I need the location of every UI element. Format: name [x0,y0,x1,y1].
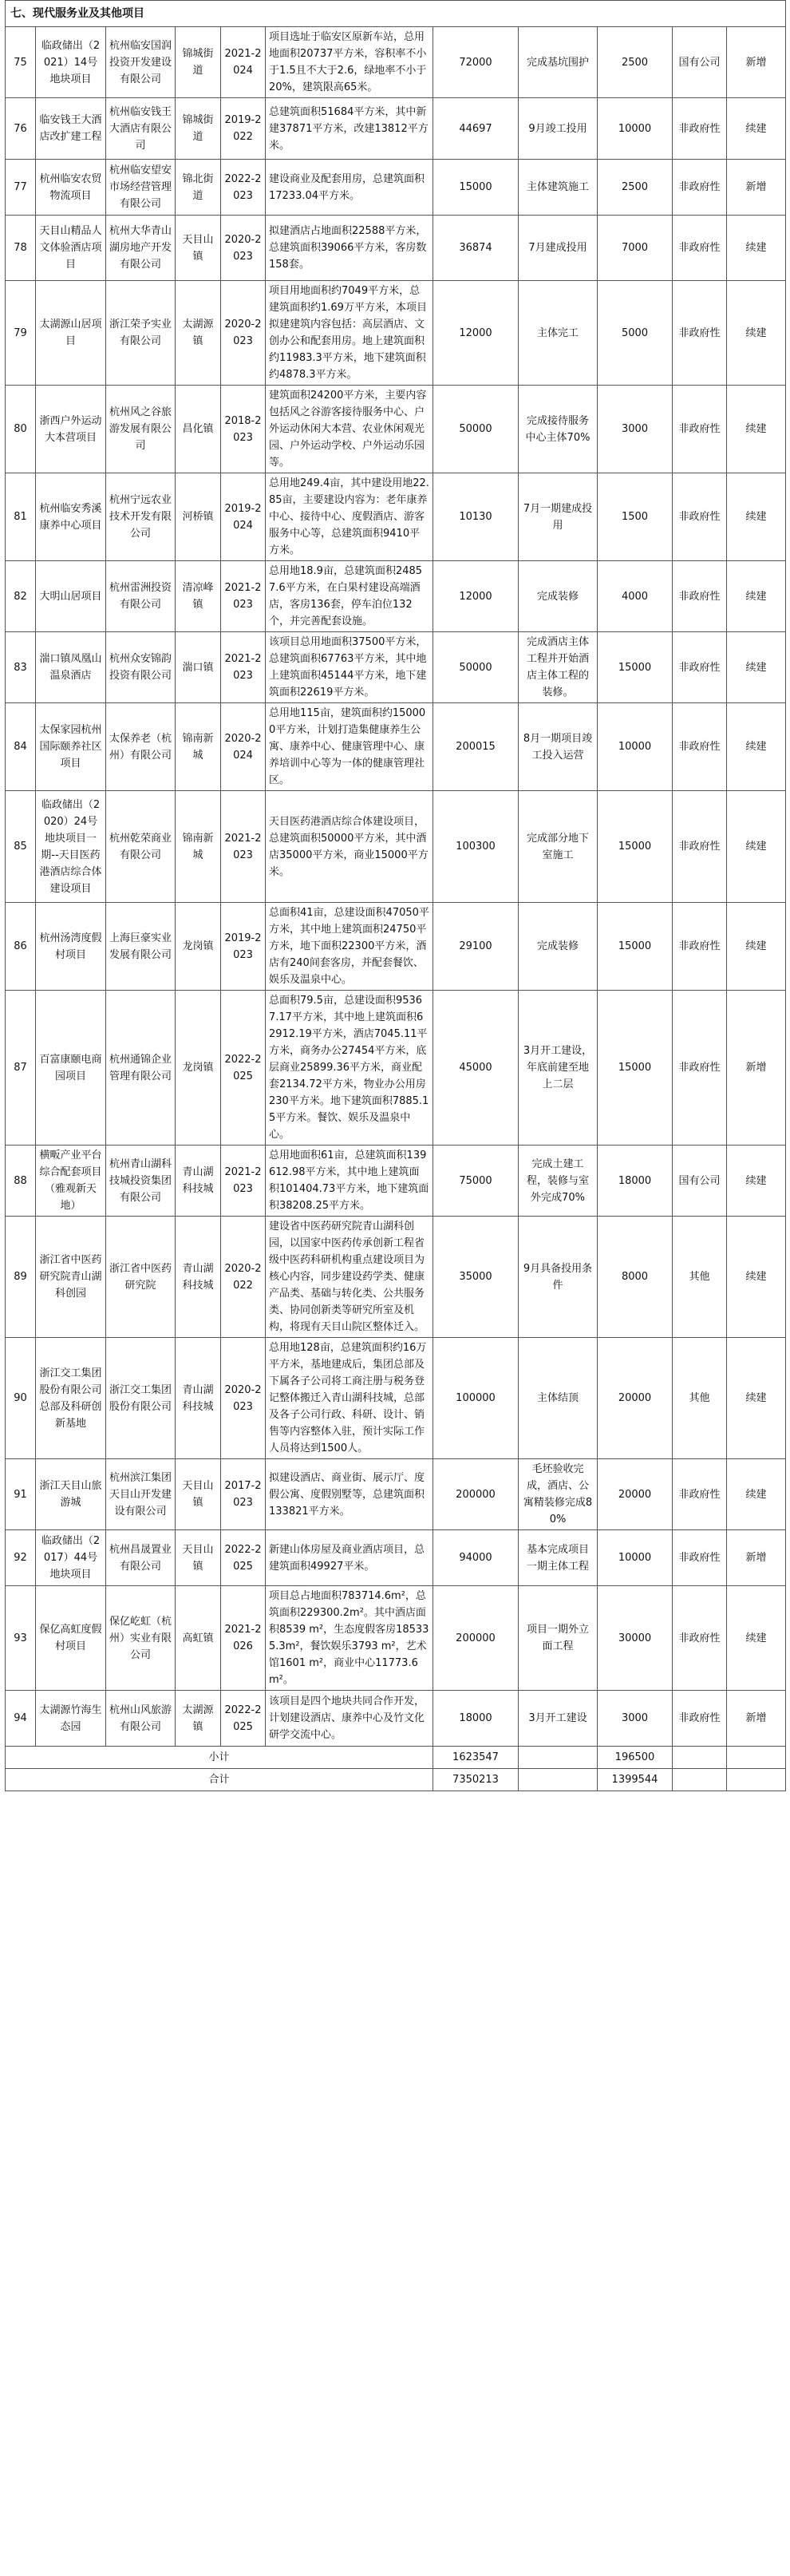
annual-progress: 完成土建工程，装修与室外完成70% [519,1146,598,1217]
annual-investment: 5000 [598,281,673,386]
project-status: 续建 [727,386,786,473]
town-name: 太湖源镇 [176,281,221,386]
project-status: 续建 [727,473,786,561]
town-name: 天目山镇 [176,1530,221,1586]
investor-nature: 非政府性 [673,632,727,703]
annual-investment: 15000 [598,632,673,703]
table-row [6,473,786,561]
row-number: 93 [6,1586,36,1691]
total-investment: 94000 [433,1530,519,1586]
project-table [5,0,786,1791]
total-row-progress-empty [519,1769,598,1791]
investor-nature: 非政府性 [673,216,727,281]
total-investment: 100300 [433,791,519,903]
annual-progress: 8月一期项目竣工投入运营 [519,703,598,791]
subtotal-row-status-empty [727,1747,786,1769]
row-number: 90 [6,1338,36,1459]
table-row [6,1338,786,1459]
total-investment: 12000 [433,561,519,632]
annual-investment: 10000 [598,98,673,160]
project-name: 太湖源竹海生态园 [36,1691,106,1747]
investor-nature: 非政府性 [673,386,727,473]
annual-investment: 18000 [598,1146,673,1217]
town-name: 天目山镇 [176,216,221,281]
project-status: 续建 [727,1217,786,1338]
project-status: 新增 [727,1530,786,1586]
total-investment: 200000 [433,1586,519,1691]
total-investment: 35000 [433,1217,519,1338]
annual-progress: 主体完工 [519,281,598,386]
project-status: 续建 [727,216,786,281]
investor-nature: 非政府性 [673,281,727,386]
project-name: 浙江省中医药研究院青山湖科创园 [36,1217,106,1338]
project-status: 续建 [727,281,786,386]
row-number: 86 [6,903,36,991]
row-number: 85 [6,791,36,903]
total-investment: 12000 [433,281,519,386]
project-content: 项目选址于临安区原新车站，总用地面积20737平方米，容积率不小于1.5且不大于2.6，绿地率不小于20%，建筑限高65米。 [266,27,433,98]
annual-progress: 完成装修 [519,903,598,991]
table-row [6,561,786,632]
annual-investment: 4000 [598,561,673,632]
project-name: 太湖源山居项目 [36,281,106,386]
row-number: 92 [6,1530,36,1586]
project-content: 项目总占地面积783714.6m²，总筑面积229300.2m²。其中酒店面积8539 m²，生态度假客房185335.3m²，餐饮娱乐3793 m²，艺术馆1601 m²，商业中心11773.6 m²。 [266,1586,433,1691]
construction-period: 2021-2023 [221,791,266,903]
table-row [6,160,786,216]
project-content: 拟建酒店占地面积22588平方米，总建筑面积39066平方米，客房数158套。 [266,216,433,281]
project-status: 新增 [727,991,786,1146]
table-row [6,1691,786,1747]
project-name: 湍口镇凤凰山温泉酒店 [36,632,106,703]
project-name: 杭州临安秀溪康养中心项目 [36,473,106,561]
subtotal-row-progress-empty [519,1747,598,1769]
owner-name: 浙江交工集团股份有限公司 [106,1338,176,1459]
total-investment: 29100 [433,903,519,991]
project-content: 项目用地面积约7049平方米，总建筑面积约1.69万平方米，本项目拟建建筑内容包括：高层酒店、文创办公和配套用房。地上建筑面积约11983.3平方米，地下建筑面积约4878.3平方米。 [266,281,433,386]
project-name: 杭州汤湾度假村项目 [36,903,106,991]
annual-investment: 3000 [598,386,673,473]
table-row [6,1530,786,1586]
construction-period: 2018-2023 [221,386,266,473]
row-number: 82 [6,561,36,632]
project-status: 续建 [727,1146,786,1217]
town-name: 太湖源镇 [176,1691,221,1747]
table-row [6,386,786,473]
construction-period: 2017-2023 [221,1459,266,1530]
row-number: 79 [6,281,36,386]
total-investment: 45000 [433,991,519,1146]
table-row [6,903,786,991]
project-content: 建设省中医药研究院青山湖科创园，以国家中医药传承创新工程省级中医药科研机构重点建设项目为核心内容，同步建设药学类、健康产品类、基础与转化类、公共服务类、协同创新类等研究所室及机构，将现有天目山院区整体迁入。 [266,1217,433,1338]
project-content: 总用地面积61亩，总建筑面积139612.98平方米，其中地上建筑面积101404.73平方米，地下建筑面积38208.25平方米。 [266,1146,433,1217]
investor-nature: 非政府性 [673,1459,727,1530]
town-name: 河桥镇 [176,473,221,561]
owner-name: 杭州宁远农业技术开发有限公司 [106,473,176,561]
investor-nature: 非政府性 [673,1530,727,1586]
owner-name: 杭州众安锦韵投资有限公司 [106,632,176,703]
project-content: 总用地18.9亩，总建筑面积24857.6平方米，在白果村建设高端酒店，客房136套，停车泊位132个，并完善配套设施。 [266,561,433,632]
annual-progress: 7月一期建成投用 [519,473,598,561]
annual-progress: 9月具备投用条件 [519,1217,598,1338]
annual-investment: 10000 [598,703,673,791]
owner-name: 杭州临安国润投资开发建设有限公司 [106,27,176,98]
owner-name: 太保养老（杭州）有限公司 [106,703,176,791]
investor-nature: 非政府性 [673,703,727,791]
town-name: 清凉峰镇 [176,561,221,632]
section-header-row [6,1,786,27]
project-content: 总建筑面积51684平方米，其中新建37871平方米，改建13812平方米。 [266,98,433,160]
project-content: 建设商业及配套用房，总建筑面积17233.04平方米。 [266,160,433,216]
construction-period: 2019-2024 [221,473,266,561]
project-content: 总面积41亩，总建设面积47050平方米，其中地上建筑面积24750平方米，地下面积22300平方米，酒店有240间套客房，并配套餐饮、娱乐及温泉中心。 [266,903,433,991]
row-number: 78 [6,216,36,281]
project-name: 临安钱王大酒店改扩建工程 [36,98,106,160]
total-investment: 15000 [433,160,519,216]
row-number: 81 [6,473,36,561]
project-status: 续建 [727,1586,786,1691]
project-status: 新增 [727,160,786,216]
project-name: 临政储出（2021）14号地块项目 [36,27,106,98]
total-investment: 18000 [433,1691,519,1747]
investor-nature: 非政府性 [673,98,727,160]
project-name: 浙西户外运动大本营项目 [36,386,106,473]
investor-nature: 非政府性 [673,561,727,632]
construction-period: 2022-2025 [221,1530,266,1586]
owner-name: 杭州大华青山湖房地产开发有限公司 [106,216,176,281]
row-number: 80 [6,386,36,473]
project-status: 新增 [727,27,786,98]
table-row [6,1146,786,1217]
annual-investment: 2500 [598,27,673,98]
project-status: 续建 [727,1459,786,1530]
total-investment: 200000 [433,1459,519,1530]
row-number: 76 [6,98,36,160]
row-number: 83 [6,632,36,703]
construction-period: 2020-2023 [221,1338,266,1459]
total-row-label: 合计 [6,1769,433,1791]
town-name: 湍口镇 [176,632,221,703]
annual-progress: 毛坯验收完成，酒店、公寓精装修完成80% [519,1459,598,1530]
annual-progress: 完成基坑围护 [519,27,598,98]
owner-name: 杭州风之谷旅游发展有限公司 [106,386,176,473]
annual-investment: 15000 [598,991,673,1146]
construction-period: 2020-2024 [221,703,266,791]
table-row [6,216,786,281]
annual-investment: 20000 [598,1459,673,1530]
owner-name: 杭州临安钱王大酒店有限公司 [106,98,176,160]
table-row [6,98,786,160]
investor-nature: 非政府性 [673,903,727,991]
total-investment: 50000 [433,386,519,473]
construction-period: 2021-2023 [221,561,266,632]
annual-progress: 主体结顶 [519,1338,598,1459]
construction-period: 2022-2025 [221,991,266,1146]
construction-period: 2022-2025 [221,1691,266,1747]
town-name: 锦南新城 [176,703,221,791]
town-name: 锦城街道 [176,27,221,98]
annual-investment: 1500 [598,473,673,561]
table-row [6,27,786,98]
project-name: 保亿高虹度假村项目 [36,1586,106,1691]
project-status: 续建 [727,98,786,160]
subtotal-row-nature-empty [673,1747,727,1769]
subtotal-row-label: 小计 [6,1747,433,1769]
investor-nature: 非政府性 [673,1691,727,1747]
subtotal-row-annual: 196500 [598,1747,673,1769]
subtotal-row-investment: 1623547 [433,1747,519,1769]
row-number: 75 [6,27,36,98]
construction-period: 2020-2022 [221,1217,266,1338]
investor-nature: 非政府性 [673,991,727,1146]
row-number: 88 [6,1146,36,1217]
construction-period: 2021-2023 [221,1146,266,1217]
total-investment: 75000 [433,1146,519,1217]
owner-name: 杭州通锦企业管理有限公司 [106,991,176,1146]
total-row-nature-empty [673,1769,727,1791]
annual-progress: 主体建筑施工 [519,160,598,216]
annual-progress: 3月开工建设 [519,1691,598,1747]
owner-name: 浙江省中医药研究院 [106,1217,176,1338]
row-number: 89 [6,1217,36,1338]
project-name: 杭州临安农贸物流项目 [36,160,106,216]
row-number: 91 [6,1459,36,1530]
table-row [6,791,786,903]
project-status: 续建 [727,903,786,991]
investor-nature: 非政府性 [673,1586,727,1691]
construction-period: 2020-2023 [221,216,266,281]
section-title: 七、现代服务业及其他项目 [6,1,786,27]
town-name: 龙岗镇 [176,991,221,1146]
total-investment: 10130 [433,473,519,561]
owner-name: 上海巨豪实业发展有限公司 [106,903,176,991]
town-name: 昌化镇 [176,386,221,473]
owner-name: 杭州青山湖科技城投资集团有限公司 [106,1146,176,1217]
table-row [6,1459,786,1530]
project-name: 天目山精品人文体验酒店项目 [36,216,106,281]
row-number: 87 [6,991,36,1146]
investor-nature: 国有公司 [673,1146,727,1217]
row-number: 84 [6,703,36,791]
town-name: 青山湖科技城 [176,1338,221,1459]
annual-progress: 完成酒店主体工程并开始酒店主体工程的装修。 [519,632,598,703]
investor-nature: 其他 [673,1217,727,1338]
investor-nature: 非政府性 [673,791,727,903]
project-status: 续建 [727,632,786,703]
total-investment: 44697 [433,98,519,160]
project-name: 太保家园杭州国际颐养社区项目 [36,703,106,791]
project-name: 临政储出（2020）24号地块项目一期--天目医药港酒店综合体建设项目 [36,791,106,903]
town-name: 龙岗镇 [176,903,221,991]
project-status: 续建 [727,791,786,903]
annual-progress: 完成接待服务中心主体70% [519,386,598,473]
total-row [6,1769,786,1791]
town-name: 锦北街道 [176,160,221,216]
total-investment: 36874 [433,216,519,281]
project-name: 浙江交工集团股份有限公司总部及科研创新基地 [36,1338,106,1459]
town-name: 青山湖科技城 [176,1146,221,1217]
town-name: 高虹镇 [176,1586,221,1691]
table-row [6,703,786,791]
annual-progress: 9月竣工投用 [519,98,598,160]
investor-nature: 非政府性 [673,160,727,216]
project-status: 续建 [727,561,786,632]
construction-period: 2022-2023 [221,160,266,216]
project-name: 大明山居项目 [36,561,106,632]
construction-period: 2020-2023 [221,281,266,386]
annual-investment: 20000 [598,1338,673,1459]
owner-name: 浙江荣予实业有限公司 [106,281,176,386]
project-name: 浙江天目山旅游城 [36,1459,106,1530]
construction-period: 2021-2024 [221,27,266,98]
annual-progress: 完成部分地下室施工 [519,791,598,903]
project-name: 横畈产业平台综合配套项目（雅观新天地） [36,1146,106,1217]
investor-nature: 国有公司 [673,27,727,98]
row-number: 77 [6,160,36,216]
project-content: 建筑面积24200平方米，主要内容包括风之谷游客接待服务中心、户外运动休闲大本营、农业休闲观光园、户外运动学校、户外运动乐园等。 [266,386,433,473]
project-status: 续建 [727,1338,786,1459]
project-table-sheet [5,0,785,1791]
annual-investment: 10000 [598,1530,673,1586]
owner-name: 杭州雷洲投资有限公司 [106,561,176,632]
subtotal-row [6,1747,786,1769]
owner-name: 杭州临安望安市场经营管理有限公司 [106,160,176,216]
owner-name: 保亿屹虹（杭州）实业有限公司 [106,1586,176,1691]
town-name: 锦城街道 [176,98,221,160]
project-content: 天目医药港酒店综合体建设项目，总建筑面积50000平方米，其中酒店35000平方米，商业15000平方米。 [266,791,433,903]
construction-period: 2019-2023 [221,903,266,991]
annual-progress: 基本完成项目一期主体工程 [519,1530,598,1586]
project-content: 拟建设酒店、商业街、展示厅、度假公寓、度假别墅等，总建筑面积133821平方米。 [266,1459,433,1530]
construction-period: 2019-2022 [221,98,266,160]
project-content: 该项目总用地面积37500平方米，总建筑面积67763平方米，其中地上建筑面积45144平方米，地下建筑面积22619平方米。 [266,632,433,703]
annual-investment: 15000 [598,791,673,903]
annual-investment: 15000 [598,903,673,991]
owner-name: 杭州昌晟置业有限公司 [106,1530,176,1586]
project-status: 新增 [727,1691,786,1747]
annual-progress: 项目一期外立面工程 [519,1586,598,1691]
project-content: 新建山体房屋及商业酒店项目，总建筑面积49927平米。 [266,1530,433,1586]
investor-nature: 其他 [673,1338,727,1459]
project-name: 临政储出（2017）44号地块项目 [36,1530,106,1586]
annual-investment: 3000 [598,1691,673,1747]
table-row [6,1586,786,1691]
owner-name: 杭州山风旅游有限公司 [106,1691,176,1747]
total-investment: 200015 [433,703,519,791]
table-row [6,281,786,386]
annual-investment: 2500 [598,160,673,216]
project-content: 总面积79.5亩，总建设面积95367.17平方米，其中地上建筑面积62912.19平方米，酒店7045.11平方米，商务办公27454平方米，底层商业25899.36平方米，商业配套2134.72平方米，物业办公用房230平方米。地下建筑面积7885.15平方米。餐饮、娱乐及温泉中心。 [266,991,433,1146]
annual-progress: 完成装修 [519,561,598,632]
town-name: 青山湖科技城 [176,1217,221,1338]
project-status: 续建 [727,703,786,791]
annual-investment: 30000 [598,1586,673,1691]
row-number: 94 [6,1691,36,1747]
table-row [6,991,786,1146]
annual-investment: 8000 [598,1217,673,1338]
project-content: 总用地128亩，总建筑面积约16万平方米，基地建成后，集团总部及下属各子公司将工商注册与税务登记整体搬迁入青山湖科技城，总部及各子公司行政、科研、设计、销售等内容整体入驻，预计实际工作人员将达到1500人。 [266,1338,433,1459]
total-row-status-empty [727,1769,786,1791]
owner-name: 杭州滨江集团天目山开发建设有限公司 [106,1459,176,1530]
annual-investment: 7000 [598,216,673,281]
total-investment: 100000 [433,1338,519,1459]
annual-progress: 7月建成投用 [519,216,598,281]
owner-name: 杭州乾荣商业有限公司 [106,791,176,903]
total-investment: 72000 [433,27,519,98]
construction-period: 2021-2026 [221,1586,266,1691]
town-name: 锦南新城 [176,791,221,903]
annual-progress: 3月开工建设，年底前建至地上二层 [519,991,598,1146]
construction-period: 2021-2023 [221,632,266,703]
table-row [6,1217,786,1338]
project-content: 总用地115亩，建筑面积约150000平方米，计划打造集健康养生公寓、康养中心、健康管理中心、康养培训中心等为一体的健康管理社区。 [266,703,433,791]
investor-nature: 非政府性 [673,473,727,561]
project-content: 总用地249.4亩，其中建设用地22.85亩，主要建设内容为：老年康养中心、接待中心、度假酒店、游客服务中心等，总建筑面积9410平方米。 [266,473,433,561]
town-name: 天目山镇 [176,1459,221,1530]
project-name: 百富康颐电商园项目 [36,991,106,1146]
total-row-annual: 1399544 [598,1769,673,1791]
table-row [6,632,786,703]
project-content: 该项目是四个地块共同合作开发，计划建设酒店、康养中心及竹文化研学交流中心。 [266,1691,433,1747]
total-investment: 50000 [433,632,519,703]
total-row-investment: 7350213 [433,1769,519,1791]
